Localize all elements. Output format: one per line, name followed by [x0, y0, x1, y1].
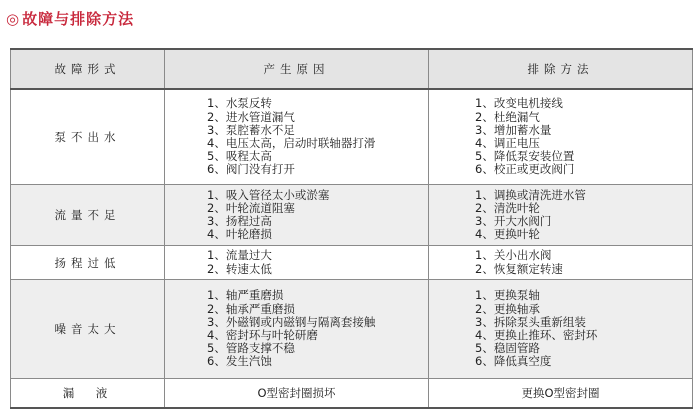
remedy-item: 4、更换叶轮 [475, 227, 540, 242]
cause-item: 2、转速太低 [207, 261, 272, 276]
cause-item: 3、泵腔蓄水不足 [207, 122, 295, 137]
cause-cell [165, 89, 429, 185]
remedy-item: 5、降低泵安装位置 [475, 149, 575, 164]
circle-mark-icon: ◎ [6, 10, 21, 28]
cause-item: 1、轴严重磨损 [207, 288, 284, 303]
cause-item: 5、管路支撑不稳 [207, 341, 295, 356]
cause-item: 3、外磁钢或内磁钢与隔离套接触 [207, 314, 376, 329]
remedy-item: 4、调正电压 [475, 136, 540, 150]
header-remedy: 排除方法 [429, 49, 693, 89]
cause-cell [165, 280, 429, 379]
remedy-cell [429, 280, 693, 379]
remedy-item: 3、拆除泵头重新组装 [475, 314, 586, 329]
cause-item: 4、电压太高，启动时联轴器打滑 [207, 136, 376, 150]
remedy-cell [429, 246, 693, 280]
cause-item: 1、吸入管径太小或淤塞 [207, 187, 330, 202]
remedy-item: 1、关小出水阀 [475, 248, 552, 263]
page-title [6, 8, 134, 29]
remedy-item: 2、更换轴承 [475, 301, 540, 316]
remedy-item: 5、稳固管路 [475, 341, 540, 356]
table-row [11, 379, 693, 409]
cause-item: 2、进水管道漏气 [207, 109, 295, 124]
remedy-item: 2、清洗叶轮 [475, 200, 540, 215]
remedy-item: 3、增加蓄水量 [475, 122, 552, 137]
fault-cell: 漏 液 [11, 379, 165, 409]
remedy-cell: 更换O型密封圈 [429, 379, 693, 409]
cause-item: 3、扬程过高 [207, 214, 272, 228]
troubleshooting-table [10, 48, 693, 409]
cause-item: 2、叶轮流道阻塞 [207, 200, 295, 215]
cause-item: 4、密封环与叶轮研磨 [207, 328, 318, 342]
remedy-cell [429, 185, 693, 246]
header-cause: 产生原因 [165, 49, 429, 89]
header-fault-type: 故障形式 [11, 49, 165, 89]
remedy-item: 4、更换止推环、密封环 [475, 328, 598, 342]
table-header-row [11, 49, 693, 89]
fault-cell: 泵不出水 [11, 89, 165, 185]
remedy-item: 3、开大水阀门 [475, 214, 552, 228]
remedy-item: 1、调换或清洗进水管 [475, 187, 586, 202]
cause-item: 4、叶轮磨损 [207, 227, 272, 242]
table-row [11, 185, 693, 246]
cause-item: 1、水泵反转 [207, 96, 272, 111]
remedy-item: 2、杜绝漏气 [475, 109, 540, 124]
table-row [11, 89, 693, 185]
remedy-item: 2、恢复额定转速 [475, 261, 563, 276]
fault-cell: 流量不足 [11, 185, 165, 246]
fault-cell: 噪音太大 [11, 280, 165, 379]
table-row [11, 246, 693, 280]
cause-item: 6、阀门没有打开 [207, 162, 295, 177]
cause-cell: O型密封圈损坏 [165, 379, 429, 409]
cause-item: 6、发生汽蚀 [207, 354, 272, 369]
cause-item: 5、吸程太高 [207, 149, 272, 164]
remedy-item: 6、降低真空度 [475, 354, 552, 369]
remedy-item: 1、更换泵轴 [475, 288, 540, 303]
cause-item: 2、轴承严重磨损 [207, 301, 295, 316]
page-title-text: 故障与排除方法 [22, 10, 135, 28]
cause-cell [165, 185, 429, 246]
remedy-cell [429, 89, 693, 185]
table-row [11, 280, 693, 379]
cause-cell [165, 246, 429, 280]
remedy-item: 1、改变电机接线 [475, 96, 563, 111]
cause-item: 1、流量过大 [207, 248, 272, 263]
fault-cell: 扬程过低 [11, 246, 165, 280]
remedy-item: 6、校正或更改阀门 [475, 162, 575, 177]
